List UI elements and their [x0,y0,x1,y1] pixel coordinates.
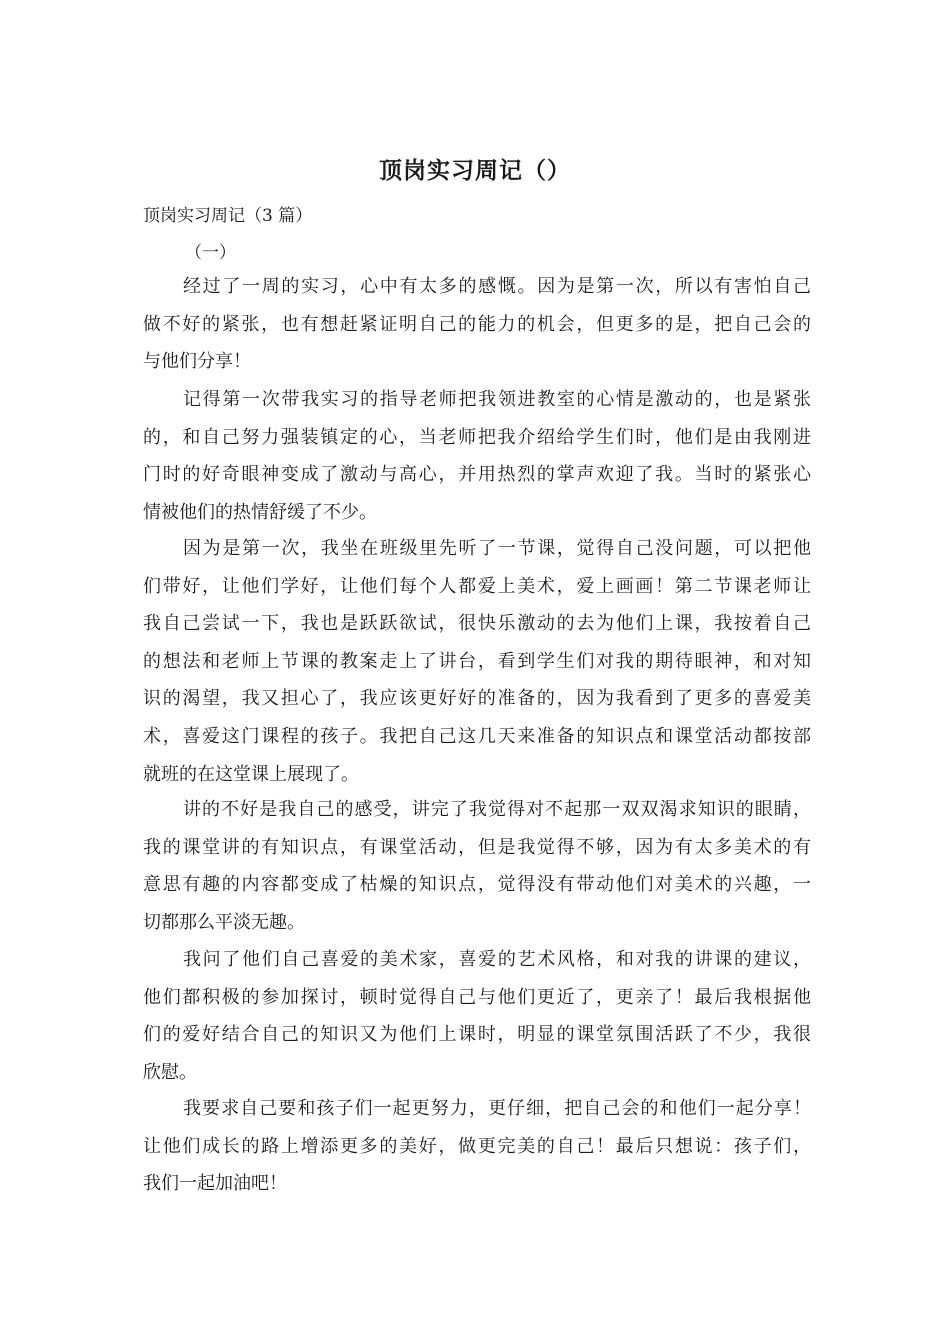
paragraph-line: 经过了一周的实习，心中有太多的感慨。因为是第一次，所以有害怕自己 [183,276,811,297]
paragraph-line: 门时的好奇眼神变成了激动与高心，并用热烈的掌声欢迎了我。当时的紧张心 [143,464,811,486]
paragraph-line: 们的爱好结合自己的知识又为他们上课时，明显的课堂氛围活跃了不少，我很 [143,1024,811,1046]
paragraph-line: 我自己尝试一下，我也是跃跃欲试，很快乐激动的去为他们上课，我按着自己 [143,613,811,635]
document-subtitle: 顶岗实习周记（3 篇） [143,206,313,226]
paragraph-line: 我要求自己要和孩子们一起更努力，更仔细，把自己会的和他们一起分享！ [183,1098,811,1119]
paragraph-line: 他们都积极的参加探讨，顿时觉得自己与他们更近了，更亲了！最后我根据他 [143,986,811,1008]
paragraph-line: 的，和自己努力强装镇定的心，当老师把我介绍给学生们时，他们是由我刚进 [143,426,811,448]
document-title: 顶岗实习周记（） [379,157,571,184]
paragraph-6 [143,1090,811,1203]
paragraph-line: 术，喜爱这门课程的孩子。我把自己这几天来准备的知识点和课堂活动都按部 [143,725,811,747]
paragraph-line: 讲的不好是我自己的感受，讲完了我觉得对不起那一双双渴求知识的眼睛， [183,799,811,820]
paragraph-line: 记得第一次带我实习的指导老师把我领进教室的心情是激动的，也是紧张 [183,389,811,410]
paragraph-line: 们带好，让他们学好，让他们每个人都爱上美术，爱上画画！第二节课老师让 [143,575,811,597]
paragraph-line: 我问了他们自己喜爱的美术家，喜爱的艺术风格，和对我的讲课的建议， [183,949,811,970]
paragraph-line: 的想法和老师上节课的教案走上了讲台，看到学生们对我的期待眼神，和对知 [143,650,811,672]
paragraph-4 [143,791,811,941]
paragraph-3 [143,530,811,793]
paragraph-1 [143,268,811,381]
paragraph-line: 做不好的紧张，也有想赶紧证明自己的能力的机会，但更多的是，把自己会的 [143,313,811,335]
paragraph-line: 与他们分享！ [143,351,251,373]
paragraph-line: 意思有趣的内容都变成了枯燥的知识点，觉得没有带动他们对美术的兴趣，一 [143,874,811,896]
paragraph-line: 识的渴望，我又担心了，我应该更好好的准备的，因为我看到了更多的喜爱美 [143,688,811,710]
paragraph-line: 因为是第一次，我坐在班级里先听了一节课，觉得自己没问题，可以把他 [183,538,811,559]
section-number: （一） [185,243,236,263]
paragraph-line: 让他们成长的路上增添更多的美好，做更完美的自己！最后只想说：孩子们， [143,1135,811,1157]
paragraph-line: 欣慰。 [143,1061,197,1083]
paragraph-line: 切都那么平淡无趣。 [143,911,305,933]
paragraph-line: 我的课堂讲的有知识点，有课堂活动，但是我觉得不够，因为有太多美术的有 [143,836,811,858]
paragraph-line: 就班的在这堂课上展现了。 [143,763,359,785]
paragraph-line: 情被他们的热情舒缓了不少。 [143,501,377,523]
paragraph-5 [143,941,811,1091]
paragraph-line: 我们一起加油吧！ [143,1173,287,1195]
paragraph-2 [143,381,811,531]
